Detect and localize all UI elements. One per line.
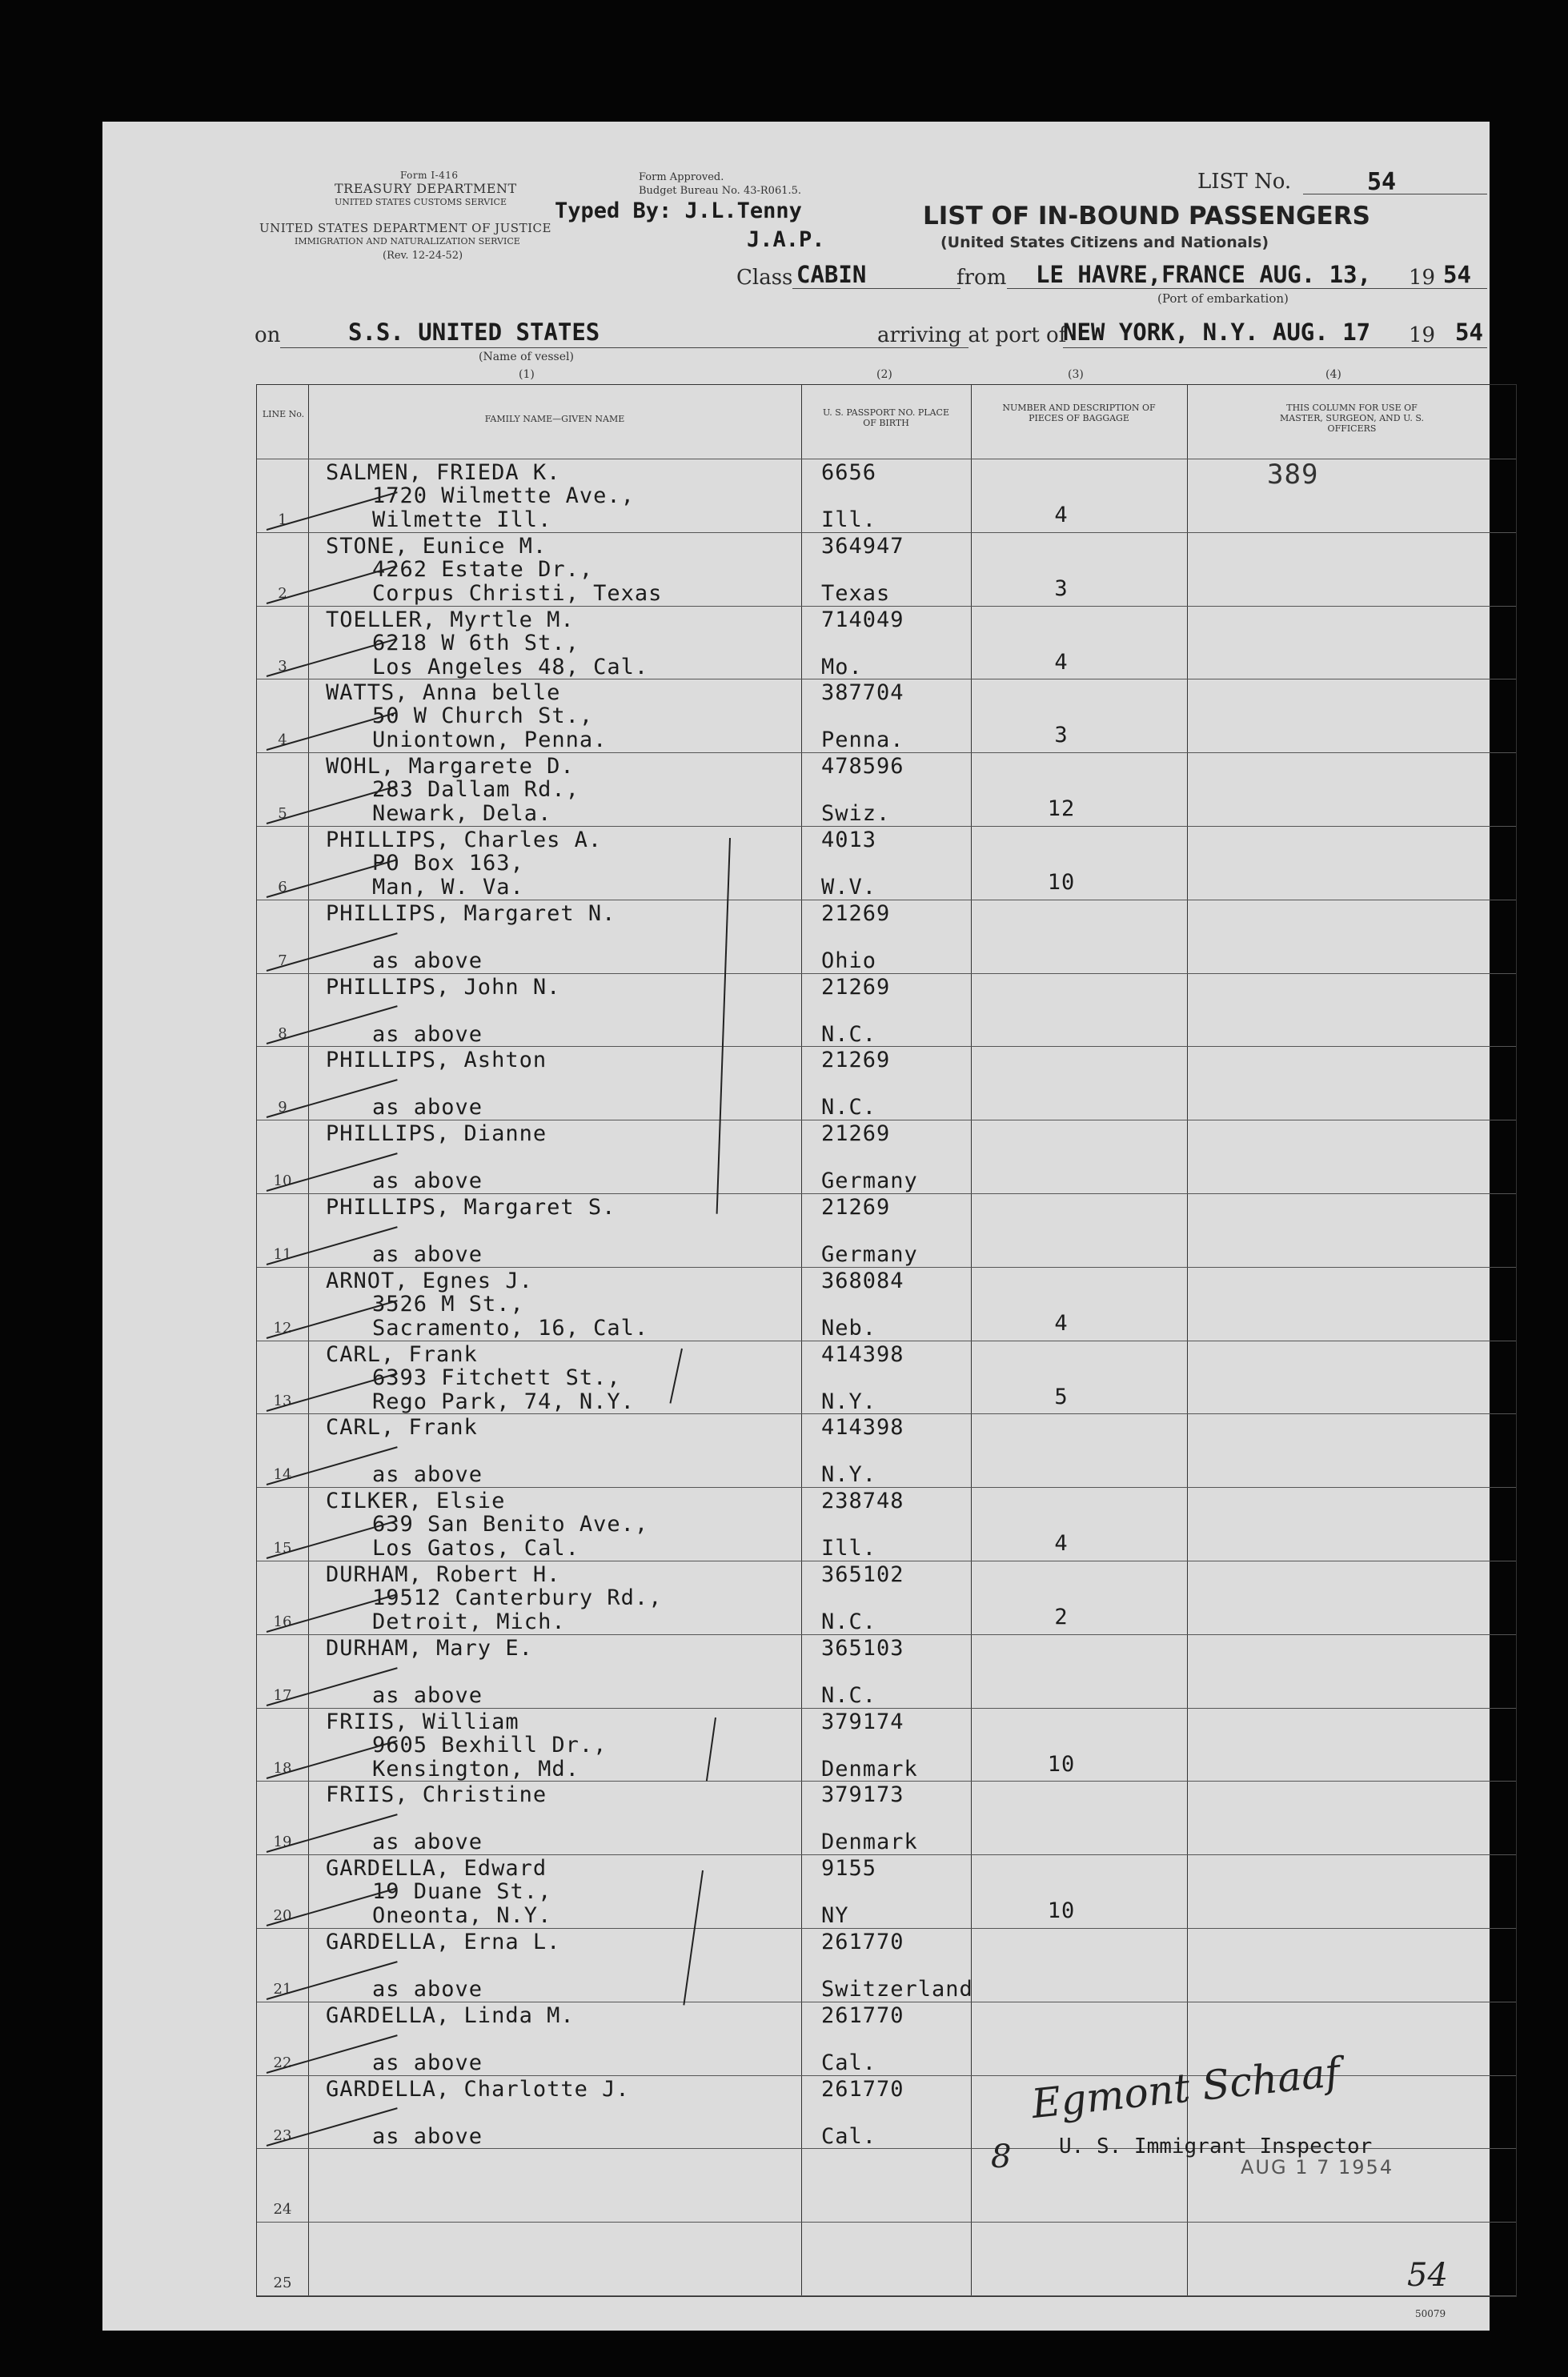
passenger-name: TOELLER, Myrtle M. xyxy=(326,607,575,632)
passenger-address: 6218 W 6th St., xyxy=(372,630,579,655)
col-header-line-no: LINE No. xyxy=(262,409,305,419)
footer-code: 50079 xyxy=(1415,2308,1446,2319)
passport-number: 9155 xyxy=(821,1856,877,1882)
place-of-birth: Penna. xyxy=(821,728,904,753)
line-number: 6 xyxy=(278,878,287,896)
line-number: 4 xyxy=(278,732,287,749)
baggage-count: 10 xyxy=(1047,870,1076,895)
form-approved: Form Approved. xyxy=(639,171,724,183)
line-number: 5 xyxy=(278,805,287,822)
passport-number: 261770 xyxy=(821,1930,904,1954)
place-of-birth: Texas xyxy=(821,580,891,606)
place-of-birth: N.Y. xyxy=(821,1389,877,1414)
officer-number: 389 xyxy=(1267,459,1319,491)
col-num-3: (3) xyxy=(1068,368,1084,381)
ins-service: IMMIGRATION AND NATURALIZATION SERVICE xyxy=(295,236,520,247)
passenger-name: WOHL, Margarete D. xyxy=(326,754,575,780)
vessel-underline xyxy=(280,347,968,348)
passport-number: 714049 xyxy=(821,607,904,632)
row-rule xyxy=(257,2295,1516,2296)
col-header-baggage: NUMBER AND DESCRIPTION OF PIECES OF BAGGAGE xyxy=(1002,403,1156,423)
line-number: 17 xyxy=(273,1686,292,1704)
passenger-name: CILKER, Elsie xyxy=(326,1489,506,1514)
customs-service: UNITED STATES CUSTOMS SERVICE xyxy=(335,197,507,207)
on-label: on xyxy=(255,323,281,347)
baggage-count: 10 xyxy=(1047,1898,1076,1924)
passport-number: 365103 xyxy=(821,1635,904,1661)
place-of-birth: NY xyxy=(821,1903,849,1929)
place-of-birth: Switzerland xyxy=(821,1977,973,2002)
passenger-table xyxy=(256,384,1517,2297)
col-num-2: (2) xyxy=(876,368,892,381)
passenger-name: PHILLIPS, John N. xyxy=(326,974,561,1000)
revision: (Rev. 12-24-52) xyxy=(383,250,463,262)
passenger-name: GARDELLA, Linda M. xyxy=(326,2002,575,2028)
passenger-address-city: Corpus Christi, Texas xyxy=(372,580,663,606)
from-year-prefix: 19 xyxy=(1409,266,1436,290)
passenger-address-city: as above xyxy=(372,1095,483,1120)
passenger-name: PHILLIPS, Charles A. xyxy=(326,828,603,852)
place-of-birth: W.V. xyxy=(821,875,877,900)
from-label: from xyxy=(956,266,1007,290)
passenger-address: 3526 M St., xyxy=(372,1291,524,1317)
passenger-address-city: Man, W. Va. xyxy=(372,875,524,900)
passenger-address-city: Kensington, Md. xyxy=(372,1756,579,1782)
place-of-birth: Germany xyxy=(821,1242,918,1267)
line-number: 20 xyxy=(273,1907,292,1924)
passenger-address-city: as above xyxy=(372,1242,483,1267)
col-header-passport: U. S. PASSPORT NO. PLACE OF BIRTH xyxy=(822,407,950,428)
line-number: 18 xyxy=(273,1760,292,1778)
pencil-stroke xyxy=(669,1348,683,1403)
typed-initials: J.A.P. xyxy=(747,227,825,252)
passenger-name: GARDELLA, Erna L. xyxy=(326,1930,561,1954)
passenger-name: DURHAM, Mary E. xyxy=(326,1635,533,1661)
place-of-birth: N.C. xyxy=(821,1095,877,1120)
port-caption: (Port of embarkation) xyxy=(1157,291,1289,306)
passenger-address-city: as above xyxy=(372,2050,483,2075)
row-rule xyxy=(257,2222,1516,2223)
place-of-birth: N.C. xyxy=(821,1682,877,1708)
class-underline xyxy=(792,288,960,289)
passenger-name: FRIIS, William xyxy=(326,1709,519,1734)
line-number: 10 xyxy=(273,1172,292,1189)
col-header-name: FAMILY NAME—GIVEN NAME xyxy=(484,414,625,424)
baggage-count: 4 xyxy=(1054,503,1069,527)
line-number: 15 xyxy=(273,1540,292,1557)
passport-number: 387704 xyxy=(821,680,904,706)
place-of-birth: Cal. xyxy=(821,2123,877,2149)
line-number: 11 xyxy=(273,1245,292,1263)
passport-number: 261770 xyxy=(821,2002,904,2028)
baggage-count: 2 xyxy=(1054,1605,1069,1629)
passenger-address-city: as above xyxy=(372,1830,483,1855)
passenger-address-city: Oneonta, N.Y. xyxy=(372,1903,552,1929)
line-number: 22 xyxy=(273,2054,292,2071)
col-num-4: (4) xyxy=(1325,368,1341,381)
passport-number: 238748 xyxy=(821,1489,904,1514)
list-no-value: 54 xyxy=(1367,168,1397,196)
passport-number: 478596 xyxy=(821,754,904,780)
passenger-address: 19512 Canterbury Rd., xyxy=(372,1585,663,1610)
line-number: 13 xyxy=(273,1393,292,1410)
line-number: 8 xyxy=(278,1025,287,1043)
place-of-birth: N.C. xyxy=(821,1609,877,1634)
passenger-name: PHILLIPS, Margaret N. xyxy=(326,900,616,926)
passenger-address-city: as above xyxy=(372,1977,483,2002)
passport-number: 21269 xyxy=(821,1048,891,1073)
passport-number: 21269 xyxy=(821,900,891,926)
passenger-address: 9605 Bexhill Dr., xyxy=(372,1732,608,1758)
date-stamp: AUG 1 7 1954 xyxy=(1241,2156,1394,2179)
passenger-address-city: as above xyxy=(372,1021,483,1047)
line-number: 21 xyxy=(273,1980,292,1998)
passenger-address-city: as above xyxy=(372,1682,483,1708)
justice-dept: UNITED STATES DEPARTMENT OF JUSTICE xyxy=(259,221,551,235)
passport-number: 365102 xyxy=(821,1562,904,1587)
passenger-address: 19 Duane St., xyxy=(372,1879,552,1905)
form-title: LIST OF IN-BOUND PASSENGERS xyxy=(923,202,1370,230)
col-num-1: (1) xyxy=(519,368,535,381)
line-number: 19 xyxy=(273,1834,292,1851)
form-number: Form I-416 xyxy=(400,170,459,181)
arriving-value: NEW YORK, N.Y. AUG. 17 xyxy=(1063,319,1371,346)
passenger-address: PO Box 163, xyxy=(372,851,524,876)
class-label: Class xyxy=(736,266,793,290)
place-of-birth: Denmark xyxy=(821,1756,918,1782)
passenger-name: PHILLIPS, Ashton xyxy=(326,1048,547,1073)
arriving-year: 54 xyxy=(1455,319,1483,346)
passenger-address-city: as above xyxy=(372,2123,483,2149)
passenger-address-city: Newark, Dela. xyxy=(372,801,552,827)
pencil-stroke xyxy=(683,1870,704,2006)
pencil-stroke xyxy=(706,1717,716,1780)
passenger-name: PHILLIPS, Dianne xyxy=(326,1121,547,1147)
passenger-address: 4262 Estate Dr., xyxy=(372,556,594,582)
passenger-name: WATTS, Anna belle xyxy=(326,680,561,706)
arriving-label: arriving at port of xyxy=(877,323,1067,347)
passenger-address: 50 W Church St., xyxy=(372,703,594,729)
inspector-title: U. S. Immigrant Inspector xyxy=(1059,2134,1373,2159)
place-of-birth: Mo. xyxy=(821,654,863,679)
passenger-address-city: Los Angeles 48, Cal. xyxy=(372,654,649,679)
passenger-name: SALMEN, FRIEDA K. xyxy=(326,460,561,485)
passenger-name: CARL, Frank xyxy=(326,1415,478,1441)
from-year: 54 xyxy=(1443,261,1471,288)
place-of-birth: Swiz. xyxy=(821,801,891,827)
manifest-page xyxy=(102,122,1490,2331)
place-of-birth: N.Y. xyxy=(821,1462,877,1488)
line-number: 24 xyxy=(273,2201,292,2219)
budget-bureau: Budget Bureau No. 43-R061.5. xyxy=(639,185,802,197)
vessel-name: S.S. UNITED STATES xyxy=(348,319,600,346)
pencil-stroke xyxy=(716,838,731,1214)
passport-number: 21269 xyxy=(821,1195,891,1220)
passenger-address-city: Sacramento, 16, Cal. xyxy=(372,1315,649,1341)
passport-number: 21269 xyxy=(821,1121,891,1147)
line-number: 25 xyxy=(273,2275,292,2291)
baggage-count: 3 xyxy=(1054,575,1069,601)
passport-number: 414398 xyxy=(821,1341,904,1367)
line-number: 1 xyxy=(278,511,287,528)
baggage-count: 3 xyxy=(1054,723,1069,748)
passenger-address-city: as above xyxy=(372,948,483,973)
line-number: 3 xyxy=(278,658,287,675)
passport-number: 364947 xyxy=(821,533,904,559)
passport-number: 379174 xyxy=(821,1709,904,1734)
line-number: 12 xyxy=(273,1319,292,1337)
list-no-label: LIST No. xyxy=(1197,170,1292,194)
passenger-address-city: as above xyxy=(372,1168,483,1194)
passenger-name: PHILLIPS, Margaret S. xyxy=(326,1195,616,1220)
typed-by: Typed By: J.L.Tenny xyxy=(555,198,802,223)
passenger-address: 6393 Fitchett St., xyxy=(372,1365,621,1390)
place-of-birth: Ill. xyxy=(821,1536,877,1561)
passport-number: 6656 xyxy=(821,460,877,485)
baggage-count: 10 xyxy=(1047,1751,1076,1777)
passenger-address: 283 Dallam Rd., xyxy=(372,777,579,803)
passenger-name: ARNOT, Egnes J. xyxy=(326,1268,533,1293)
place-of-birth: Neb. xyxy=(821,1315,877,1341)
line-number: 14 xyxy=(273,1466,292,1484)
place-of-birth: Denmark xyxy=(821,1830,918,1855)
passenger-address-city: Uniontown, Penna. xyxy=(372,728,608,753)
line-number: 16 xyxy=(273,1613,292,1630)
line-number: 23 xyxy=(273,2127,292,2145)
passenger-address-city: Rego Park, 74, N.Y. xyxy=(372,1389,635,1414)
passenger-name: FRIIS, Christine xyxy=(326,1782,547,1808)
inspector-signature: Egmont Schaaf xyxy=(1029,2048,1342,2128)
class-value: CABIN xyxy=(796,261,867,288)
passenger-name: DURHAM, Robert H. xyxy=(326,1562,561,1587)
passport-number: 4013 xyxy=(821,828,877,852)
passenger-address-city: Detroit, Mich. xyxy=(372,1609,566,1634)
line-number: 7 xyxy=(278,952,287,969)
passport-number: 261770 xyxy=(821,2076,904,2102)
col-header-officers: THIS COLUMN FOR USE OF MASTER, SURGEON, AND U. S. OFFICERS xyxy=(1279,403,1424,434)
arriving-underline xyxy=(1063,347,1487,348)
passenger-address-city: Wilmette Ill. xyxy=(372,507,552,532)
passenger-address: 1720 Wilmette Ave., xyxy=(372,483,635,508)
place-of-birth: Cal. xyxy=(821,2050,877,2075)
passport-number: 21269 xyxy=(821,974,891,1000)
passport-number: 368084 xyxy=(821,1268,904,1293)
vessel-caption: (Name of vessel) xyxy=(479,351,574,363)
passenger-address: 639 San Benito Ave., xyxy=(372,1512,649,1537)
corner-mark: 54 xyxy=(1407,2257,1448,2294)
passenger-name: GARDELLA, Edward xyxy=(326,1856,547,1882)
place-of-birth: N.C. xyxy=(821,1021,877,1047)
from-value: LE HAVRE,FRANCE AUG. 13, xyxy=(1036,261,1372,288)
passenger-name: CARL, Frank xyxy=(326,1341,478,1367)
place-of-birth: Germany xyxy=(821,1168,918,1194)
passport-number: 414398 xyxy=(821,1415,904,1441)
baggage-count: 12 xyxy=(1047,796,1076,822)
passport-number: 379173 xyxy=(821,1782,904,1808)
arriving-year-prefix: 19 xyxy=(1409,323,1436,347)
from-underline xyxy=(1007,288,1487,289)
passenger-name: GARDELLA, Charlotte J. xyxy=(326,2076,630,2102)
passenger-name: STONE, Eunice M. xyxy=(326,533,547,559)
treasury-dept: TREASURY DEPARTMENT xyxy=(335,181,517,196)
place-of-birth: Ohio xyxy=(821,948,877,973)
baggage-count: 4 xyxy=(1054,649,1069,675)
form-subtitle: (United States Citizens and Nationals) xyxy=(940,234,1269,251)
margin-mark: 8 xyxy=(991,2138,1012,2175)
baggage-count: 4 xyxy=(1054,1310,1069,1336)
line-number: 9 xyxy=(278,1099,287,1116)
place-of-birth: Ill. xyxy=(821,507,877,532)
passenger-address-city: Los Gatos, Cal. xyxy=(372,1536,579,1561)
baggage-count: 5 xyxy=(1054,1384,1069,1409)
line-number: 2 xyxy=(278,584,287,602)
baggage-count: 4 xyxy=(1054,1531,1069,1557)
passenger-address-city: as above xyxy=(372,1462,483,1488)
